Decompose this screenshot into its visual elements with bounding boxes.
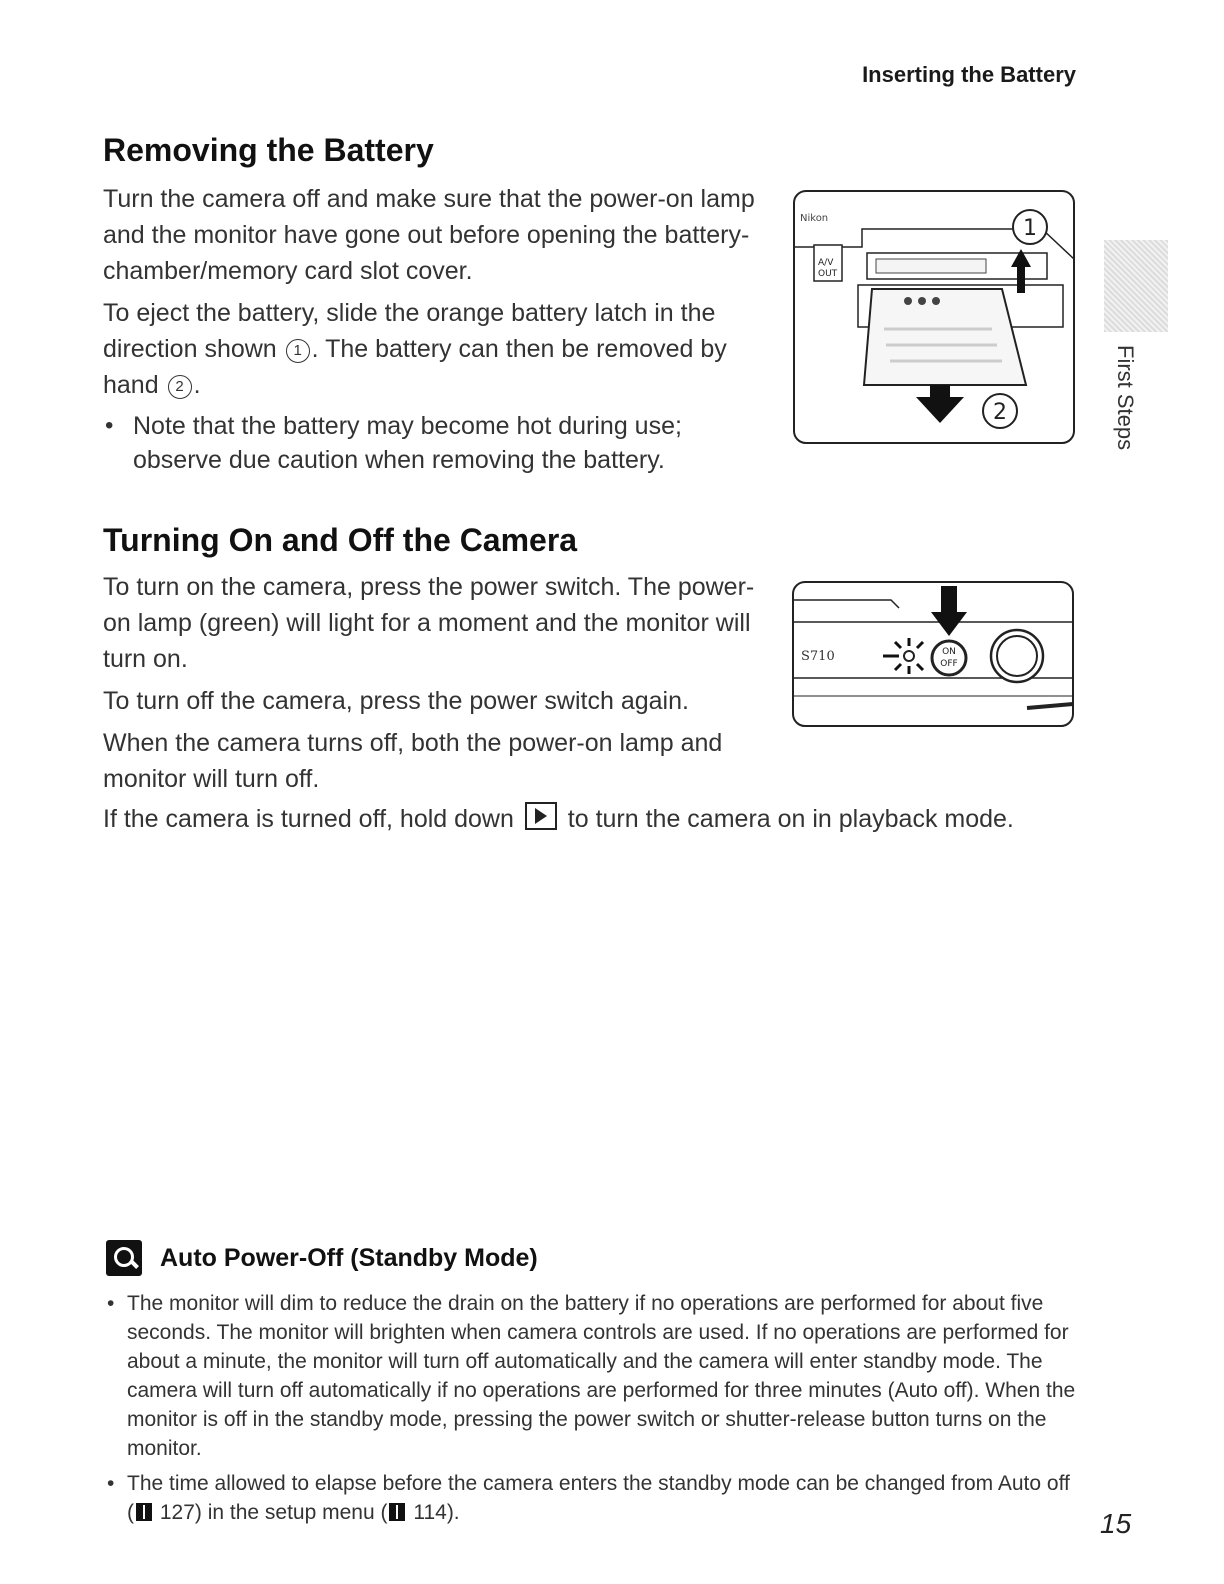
removing-battery-body: [103, 181, 763, 477]
on-label: ON: [942, 647, 956, 657]
step-2-marker: 2: [168, 375, 192, 399]
page-reference-icon: [136, 1503, 152, 1521]
note-magnifier-icon: [106, 1240, 142, 1276]
turning-paragraph-1: To turn on the camera, press the power switch. The power-on lamp (green) will light for a moment and the monitor will turn on.: [103, 573, 755, 673]
camera-brand-text: Nikon: [800, 213, 829, 224]
power-switch-illustration: [791, 580, 1075, 730]
note-item-auto-off: • The time allowed to elapse before the camera enters the standby mode can be changed from Auto off ( 127) in the setup menu ( 114).: [107, 1469, 1077, 1527]
removing-bullet-list: [103, 409, 763, 477]
turning-paragraph-3: When the camera turns off, both the power-on lamp and monitor will turn off.: [103, 729, 723, 793]
off-label: OFF: [940, 659, 958, 669]
figure-step-1-label: 1: [1023, 216, 1037, 241]
page-reference-icon: [389, 1503, 405, 1521]
running-header: Inserting the Battery: [862, 62, 1076, 87]
page-number: 15: [1100, 1508, 1132, 1539]
note-list: [107, 1289, 1077, 1533]
battery-removal-illustration: [792, 189, 1076, 445]
out-port-label: OUT: [818, 269, 838, 279]
removing-paragraph-2: To eject the battery, slide the orange battery latch in the direction shown 1 . The battery can then be removed by hand 2 .: [103, 299, 727, 399]
note-title: Auto Power-Off (Standby Mode): [160, 1243, 538, 1272]
av-port-label: A/V: [818, 258, 834, 268]
playback-paragraph: If the camera is turned off, hold down to turn the camera on in playback mode.: [103, 801, 1103, 843]
battery-hot-bullet: • Note that the battery may become hot during use; observe due caution when removing the battery.: [103, 409, 763, 477]
note-header: [106, 1240, 538, 1276]
playback-button-icon: [525, 802, 557, 830]
figure-step-2-label: 2: [993, 400, 1007, 425]
camera-model-label: S710: [801, 649, 835, 664]
turning-paragraph-2: To turn off the camera, press the power switch again.: [103, 687, 689, 715]
removing-battery-heading: Removing the Battery: [103, 132, 434, 168]
turning-on-off-body: [103, 569, 763, 803]
note-item-standby: • The monitor will dim to reduce the drain on the battery if no operations are performed for about five seconds. The monitor will brighten when camera controls are used. If no operations are performed for about a minute, the monitor will turn off automatically and the camera will enter standby mode. The camera will turn off automatically if no operations are performed for three minutes (Auto off). When the monitor is off in the standby mode, pressing the power switch or shutter-release button turns on the monitor.: [107, 1289, 1077, 1463]
section-tab-marker: [1104, 240, 1168, 332]
section-tab-label: First Steps: [1113, 345, 1138, 451]
step-1-marker: 1: [286, 339, 310, 363]
removing-paragraph-1: Turn the camera off and make sure that the power-on lamp and the monitor have gone out before opening the battery-chamber/memory card slot cover.: [103, 185, 755, 285]
turning-on-off-heading: Turning On and Off the Camera: [103, 522, 578, 558]
